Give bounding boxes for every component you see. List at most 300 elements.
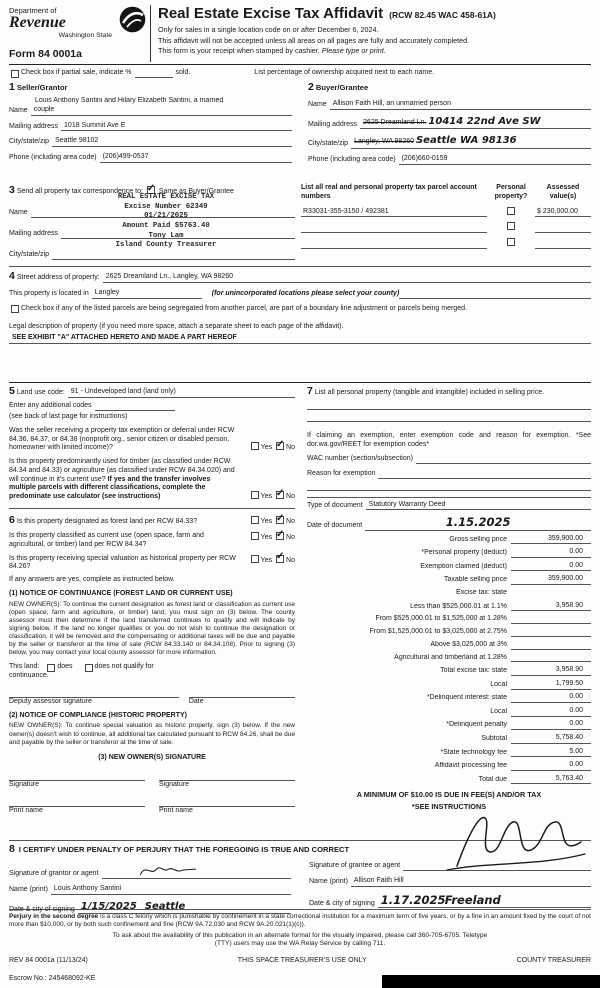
wac-number-row	[307, 455, 591, 464]
tax-row	[307, 734, 591, 744]
tax-row-value: 5.00	[511, 748, 591, 758]
s5-q1-no-label: No	[286, 444, 295, 452]
notice-3-title: (3) NEW OWNER(S) SIGNATURE	[98, 753, 206, 761]
s6-q1-yes-label: Yes	[260, 518, 273, 526]
s6-q2-yesno	[249, 528, 295, 543]
grantor-signature-row	[9, 862, 291, 879]
tax-row	[307, 602, 591, 612]
s5-question-2	[9, 458, 295, 502]
grantor-date-row	[9, 901, 291, 915]
tax-row-label: Total excise tax: state	[440, 667, 507, 675]
personal-property-line-1	[307, 398, 591, 410]
legal-description-label: Legal description of property (if you need more space, attach a separate sheet to each page of the affidavit).	[9, 322, 344, 330]
reason-exemption-row	[307, 470, 591, 479]
grantor-city-field: Seattle	[142, 901, 291, 915]
tax-row	[307, 548, 591, 558]
tax-row-value	[511, 615, 591, 624]
tax-row-value	[511, 653, 591, 662]
grantor-signature-label: Signature of grantor or agent	[9, 870, 99, 878]
tax-row-value: 0.00	[511, 562, 591, 572]
parcel-row-2	[301, 222, 591, 233]
grantor-name-field: Louis Anthony Santini	[51, 885, 291, 895]
certify-text: I CERTIFY UNDER PENALTY OF PERJURY THAT THE FOREGOING IS TRUE AND CORRECT	[18, 845, 350, 854]
tax-row	[307, 562, 591, 572]
tax-row	[307, 575, 591, 585]
land-does-checkbox[interactable]	[47, 664, 55, 672]
section-1-title: Seller/Grantor	[16, 83, 68, 92]
section-3-number: 3	[9, 184, 15, 196]
tax-row-label: Gross selling price	[449, 535, 507, 543]
personal-property-cell	[491, 207, 531, 218]
assessed-value-field: $ 230,000.00	[535, 208, 591, 218]
grantee-signature-scribble	[439, 808, 589, 872]
perjury-rest: is a class C felony which is punishable by confinement in a state correctional institution for a maximum term of five years, or by a fine in an amount fixed by the court of not more than $10,000, or by both such confinement and fine (RCW 9A.72.030 and RCW 9A.20.021(1)(c)).	[9, 913, 591, 929]
notice-2-title: (2) NOTICE OF COMPLIANCE (HISTORIC PROPERTY)	[9, 711, 187, 719]
section-1-seller	[9, 81, 292, 182]
buyer-phone-label: Phone (including area code)	[308, 155, 396, 163]
located-in-label: This property is located in	[9, 290, 89, 298]
owner-signature-line-1	[9, 772, 145, 781]
land-does-not-checkbox[interactable]	[85, 664, 93, 672]
partial-sale-row	[9, 67, 591, 80]
header	[9, 5, 591, 62]
deputy-assessor-row	[9, 689, 295, 707]
check-mark: ✓	[276, 512, 285, 524]
continuance-label: continuance.	[9, 672, 49, 680]
owner-printname-label-2: Print name	[159, 807, 193, 815]
section-3-intro: Send all property tax correspondence to:	[16, 188, 143, 195]
seller-name-row	[9, 106, 292, 116]
grantee-signature-block	[309, 856, 591, 914]
grantee-date-label: Date & city of signing	[309, 899, 375, 907]
check-mark: ✓	[276, 438, 285, 450]
tax-row-value	[511, 641, 591, 650]
tax-row-value: 5,758.40	[511, 734, 591, 744]
divider	[9, 266, 591, 267]
stamp-line-4: Amount Paid $5763.40	[122, 221, 210, 230]
section-2-number: 2	[308, 81, 314, 93]
unincorporated-county-note: (for unincorporated locations please select your county)	[211, 290, 400, 298]
additional-codes-field	[95, 402, 175, 411]
section-7	[307, 385, 591, 838]
tax-row	[307, 641, 591, 650]
corr-city-field	[52, 251, 295, 260]
section-2-header	[308, 81, 591, 94]
s5-q2-no-checkbox[interactable]	[276, 487, 285, 499]
grantee-date-row	[309, 893, 591, 908]
assessed-value-field-3	[535, 240, 591, 249]
s5-q1-yesno	[249, 438, 295, 453]
scan-artifact-bar	[382, 975, 600, 988]
doc-type-row	[307, 501, 591, 511]
deputy-date-line	[189, 689, 295, 698]
header-note-2: This affidavit will not be accepted unless all areas on all pages are fully and accurately completed.	[158, 35, 470, 45]
s6-q1-no-checkbox[interactable]	[276, 512, 285, 524]
land-does-label: does	[57, 663, 73, 671]
parcel-number-field-3	[301, 240, 487, 249]
tax-row	[307, 680, 591, 690]
s6-question-2	[9, 528, 295, 550]
owner-signature-label-1: Signature	[9, 780, 39, 788]
new-owner-signature-row	[9, 772, 295, 790]
corr-mailing-label: Mailing address	[9, 230, 59, 238]
footer	[9, 913, 591, 984]
tax-row-label: Excise tax: state	[456, 588, 507, 596]
tax-row-label: *Delinquent penalty	[446, 721, 507, 729]
tax-row	[307, 666, 591, 676]
seller-mailing-row	[9, 122, 292, 132]
seller-mailing-label: Mailing address	[9, 122, 59, 130]
s5-q2-bold-text: If yes and the transfer involves multiple parcels with different classifications, complete the predominate use calculator (see instructions)	[9, 475, 211, 501]
segregated-label: Check box if any of the listed parcels are being segregated from another parcel, are part of a boundary line adjustment or parcels being merged.	[21, 304, 467, 312]
legal-description-row	[9, 334, 591, 344]
additional-codes-note: (see back of last page for instructions)	[9, 413, 128, 421]
tax-row-label: Less than $525,000.01 at 1.1%	[410, 602, 507, 610]
footer-row	[9, 957, 591, 966]
reason-exemption-label: Reason for exemption	[307, 469, 376, 477]
this-land-row	[9, 663, 295, 672]
s6-q2-text: Is this property classified as current use (open space, farm and agricultural, or timber) land per RCW 84.34?	[9, 532, 204, 548]
wac-number-label: WAC number (section/subsection)	[307, 454, 413, 462]
parcel-row-3	[301, 238, 591, 249]
located-in-trailing-line	[399, 290, 591, 299]
buyer-city-handwritten-value: Seattle WA 98136	[415, 135, 517, 147]
tax-row-label: Local	[490, 707, 507, 715]
seller-city-row	[9, 137, 292, 147]
parcel-row-1	[301, 207, 591, 218]
header-note-1: Only for sales in a single location code on or after December 6, 2024.	[158, 25, 379, 35]
dept-of-text: Department of	[9, 6, 57, 15]
lower-columns	[9, 385, 591, 838]
tax-row-label: *Personal property (deduct)	[421, 549, 507, 557]
buyer-phone-field: (206)660-0159	[399, 155, 591, 165]
brand-words	[9, 6, 116, 41]
section-4-number: 4	[9, 270, 15, 282]
tax-row	[307, 653, 591, 662]
section-2-buyer	[308, 81, 591, 182]
buyer-name-field: Allison Faith Hill, an unmarried person	[330, 100, 591, 110]
tax-row	[307, 761, 591, 771]
title-rcw: (RCW 82.45 WAC 458-61A)	[389, 10, 496, 20]
title-row	[158, 5, 591, 24]
divider	[9, 508, 295, 509]
check-mark: ✓	[276, 487, 285, 499]
seller-phone-label: Phone (including area code)	[9, 154, 97, 162]
tax-row-value: 0.00	[511, 720, 591, 730]
parcel-table	[301, 184, 591, 264]
s5-q2-yes-label: Yes	[260, 493, 273, 501]
owner-printname-line-2	[159, 798, 295, 807]
new-owner-printname-row	[9, 798, 295, 816]
buyer-name-row	[308, 100, 591, 110]
header-note-3-plain: This form is your receipt when stamped by cashier.	[158, 46, 322, 56]
stamp-line-2: Excise Number 62349	[124, 202, 208, 211]
form-number: Form 84 0001a	[9, 47, 82, 60]
this-land-label: This land:	[9, 663, 40, 671]
left-column	[9, 385, 295, 838]
s6-q2-yes-checkbox[interactable]	[251, 532, 259, 540]
street-address-field: 2625 Dreamland Ln., Langley, WA 98260	[103, 273, 591, 283]
ownership-percentage-note: List percentage of ownership acquired next to each name.	[254, 69, 435, 77]
tax-row-value	[511, 589, 591, 598]
tax-computation-table	[307, 535, 591, 785]
s5-q1-yes-label: Yes	[260, 444, 273, 452]
corr-city-row	[9, 251, 295, 260]
section-4	[9, 270, 591, 380]
s6-q2-no-label: No	[286, 534, 295, 541]
tax-row-label: Affidavit processing fee	[434, 762, 507, 770]
owner-printname-cell-1	[9, 798, 145, 816]
s6-q1-text: Is this property designated as forest land per RCW 84.33?	[16, 517, 197, 525]
parcel-number-field-2	[301, 224, 487, 233]
s5-question-1	[9, 427, 295, 453]
s5-q1-yes-checkbox[interactable]	[251, 442, 259, 450]
check-mark: ✓	[276, 551, 285, 562]
seller-city-label: City/state/zip	[9, 138, 50, 146]
tax-row-label: Above $3,025,000 at 3%	[430, 640, 507, 648]
tax-row-value: 359,900.00	[511, 575, 591, 585]
tax-row-value: 5,763.40	[511, 775, 591, 785]
personal-property-checkbox-2[interactable]	[507, 222, 515, 230]
title-block	[151, 5, 591, 62]
tax-row-value: 0.00	[511, 761, 591, 771]
s6-question-3	[9, 551, 295, 573]
notice-1-title: (1) NOTICE OF CONTINUANCE (FOREST LAND OR CURRENT USE)	[9, 589, 233, 597]
section-8	[9, 843, 591, 913]
tax-row	[307, 720, 591, 730]
land-does-not-label: does not qualify for	[94, 663, 154, 671]
additional-codes-label: Enter any additional codes	[9, 402, 92, 410]
s6-q3-text: Is this property receiving special valuation as historical property per RCW 84.26?	[9, 554, 236, 571]
dor-brand	[9, 5, 151, 62]
assessed-value-header: Assessed value(s)	[546, 184, 580, 200]
signature-columns	[9, 856, 591, 914]
personal-property-cell-2	[491, 222, 531, 233]
deputy-date-label: Date	[188, 697, 204, 705]
s5-q1-no-checkbox[interactable]	[276, 438, 285, 450]
parcel-table-header	[301, 184, 591, 202]
section-2-title: Buyer/Grantee	[315, 83, 369, 92]
section-1-number: 1	[9, 81, 15, 93]
grantee-date-field: 1.17.2025	[378, 893, 442, 908]
alt-format-line-1: To ask about the availability of this publication in an alternate format for the visually impaired, please call 360-705-6705. Teletype	[112, 932, 488, 940]
personal-property-checkbox-1[interactable]	[507, 207, 515, 215]
buyer-mailing-handwritten-value: 10414 22nd Ave SW	[428, 115, 541, 127]
doc-date-field: 1.15.2025	[365, 515, 591, 530]
s5-q2-yesno	[249, 487, 295, 502]
deputy-signature-label: Deputy assessor signature	[9, 697, 92, 705]
grantor-date-field: 1/15/2025	[78, 901, 142, 915]
section-1-header	[9, 81, 292, 94]
partial-sale-percent-field	[135, 70, 173, 78]
s6-q3-no-label: No	[286, 556, 295, 564]
s6-q3-yes-label: Yes	[260, 556, 273, 564]
rev-number: REV 84 0001a (11/13/24)	[9, 956, 88, 964]
perjury-bold-leadin: Perjury in the second degree	[9, 913, 99, 920]
grantor-signature-block	[9, 856, 291, 914]
land-use-field: 91 - Undeveloped land (land only)	[68, 388, 295, 398]
section-7-intro: List all personal property (tangible and intangible) included in selling price.	[314, 389, 545, 396]
tax-row-label: Exemption claimed (deduct)	[420, 562, 507, 570]
tax-row-value: 3,958.90	[511, 602, 591, 612]
doc-date-row	[307, 515, 591, 530]
same-as-buyer-label: Same as Buyer/Grantee	[158, 188, 234, 195]
owner-signature-line-2	[159, 772, 295, 781]
buyer-city-row	[308, 135, 591, 149]
section-7-intro-row	[307, 385, 591, 398]
stamp-line-3: 01/21/2025	[144, 212, 188, 221]
minimum-due-note: A MINIMUM OF $10.00 IS DUE IN FEE(S) AND/OR TAX	[356, 790, 542, 800]
seller-city-field: Seattle 98102	[52, 137, 292, 147]
segregated-row	[9, 305, 591, 314]
s5-q2-no-label: No	[286, 493, 295, 501]
grantor-name-row	[9, 885, 291, 895]
section-7-number: 7	[307, 385, 313, 397]
seller-phone-row	[9, 153, 292, 163]
tax-row	[307, 589, 591, 598]
buyer-city-struck-value: Langley, WA 98260	[354, 138, 415, 146]
grantee-name-field: Allison Faith Hill	[351, 877, 591, 887]
deputy-signature-line	[9, 689, 179, 698]
dor-logo-icon	[119, 6, 146, 33]
tax-row	[307, 535, 591, 545]
tax-row-label: From $1,525,000.01 to $3,025,000 at 2.75%	[369, 628, 507, 636]
buyer-mailing-row	[308, 116, 591, 130]
segregated-checkbox[interactable]	[11, 305, 19, 313]
section-5-number: 5	[9, 385, 15, 397]
s5-q2-yes-checkbox[interactable]	[251, 491, 259, 499]
tax-row-value: 3,958.90	[511, 666, 591, 676]
doc-date-label: Date of document	[307, 522, 363, 529]
notice-2-body: NEW OWNER(S): To continue special valuation as historic property, sign (3) below. If the new owner(s) doesn't wish to continue, all additional tax calculated pursuant to RCW 84.26, shall be due and payable by the seller or transferor at the time of sale.	[9, 722, 295, 746]
divider	[9, 382, 591, 383]
grantor-signature-scribble	[133, 862, 203, 878]
tax-row	[307, 615, 591, 624]
section-6-number: 6	[9, 513, 15, 526]
assessed-value-field-2	[535, 224, 591, 233]
land-use-row	[9, 385, 295, 398]
s6-q2-yes-label: Yes	[260, 534, 273, 541]
seller-name-label: Name	[9, 106, 28, 114]
section-3	[9, 184, 591, 264]
s6-q1-yes-checkbox[interactable]	[251, 516, 259, 524]
buyer-mailing-struck-value: 2625 Dreamland Ln.	[363, 118, 427, 126]
tax-row-value: 0.00	[511, 693, 591, 703]
header-note-3	[158, 46, 591, 55]
seller-name-line1: Louis Anthony Santini and Hilary Elizabeth Santini, a married	[35, 97, 224, 105]
s6-q1-no-label: No	[286, 518, 295, 526]
located-in-field: Langley	[92, 289, 202, 299]
alt-format-line-2: (TTY) users may use the WA Relay Service by calling 711.	[214, 940, 386, 948]
tax-row	[307, 628, 591, 637]
grantee-name-row	[309, 877, 591, 887]
tax-row-label: *State technology fee	[440, 748, 507, 756]
header-note-3-italic: Please type or print.	[321, 46, 386, 56]
buyer-mailing-field	[360, 116, 591, 130]
s5-q2-text: Is this property predominantly used for timber (as classified under RCW 84.34 and 84.33) or agriculture (as classified under RCW 84.34.020) and will continue in it's current use?	[9, 458, 235, 483]
parcel-numbers-header: List all real and personal property tax parcel account numbers	[301, 184, 477, 200]
tax-row-label: Taxable selling price	[443, 576, 507, 584]
washington-state-text: Washington State	[58, 32, 112, 40]
partial-sale-sold-label: sold.	[175, 69, 191, 77]
personal-property-line-2	[307, 410, 591, 422]
located-in-row	[9, 289, 591, 299]
personal-property-header: Personal property?	[494, 184, 528, 200]
buyer-city-field	[351, 135, 591, 149]
additional-codes-row	[9, 402, 295, 411]
stamp-line-1: REAL ESTATE EXCISE TAX	[117, 193, 215, 201]
stamp-line-6: Island County Treasurer	[115, 241, 217, 250]
buyer-mailing-label: Mailing address	[308, 120, 358, 128]
partial-sale-checkbox[interactable]	[11, 70, 19, 78]
see-instructions-note: *SEE INSTRUCTIONS	[411, 801, 487, 811]
personal-property-checkbox-3[interactable]	[507, 238, 515, 246]
section-3-left	[9, 184, 301, 264]
partial-sale-label: Check box if partial sale, indicate %	[21, 69, 132, 77]
owner-printname-cell-2	[159, 798, 295, 816]
tax-row-label: From $525,000.01 to $1,525,000 at 1.28%	[375, 615, 507, 623]
grantee-city-field: Freeland	[442, 893, 591, 908]
s6-q3-yes-checkbox[interactable]	[251, 555, 259, 563]
s6-q1-yesno	[249, 512, 295, 527]
section-8-number: 8	[9, 843, 15, 855]
tax-row-label: Agricultural and timberland at 1.28%	[394, 653, 507, 661]
treasurer-space-label: THIS SPACE TREASURER'S USE ONLY	[237, 956, 367, 964]
grantor-date-label: Date & city of signing	[9, 905, 75, 913]
street-address-row	[9, 270, 591, 283]
buyer-name-label: Name	[308, 101, 327, 109]
revenue-wordmark: Revenue	[9, 14, 66, 32]
tax-row-value: 1,799.50	[511, 680, 591, 690]
divider	[9, 64, 591, 65]
county-treasurer-label: COUNTY TREASURER	[516, 956, 591, 964]
deputy-signature-cell	[9, 689, 179, 707]
tax-row	[307, 775, 591, 785]
check-mark: ✓	[276, 528, 285, 540]
notice-1-body: NEW OWNER(S): To continue the current designation as forest land or classification as current use (open space, farm and agriculture, or timber) land, you must sign on (3) below. The county assessor must then determine if the land transferred continues to qualify and will indicate by signing below. If the land no longer qualifies or you do not wish to continue the designation or classification, it will be removed and the compensating or additional taxes will be due and payable by the seller or transferor at the time of sale (RCW 84.33.140 or 84.34.108). Prior to signing (3) below, you may contact your local county assessor for more information.	[9, 600, 295, 657]
tax-row-label: Subtotal	[481, 735, 507, 742]
owner-printname-line-1	[9, 798, 145, 807]
seller-mailing-field: 1018 Summit Ave E	[61, 122, 292, 132]
tax-row	[307, 693, 591, 703]
tax-row-value: 359,900.00	[511, 535, 591, 545]
grantor-name-label: Name (print)	[9, 886, 48, 894]
s6-q2-no-checkbox[interactable]	[276, 528, 285, 540]
exemption-note: If claiming an exemption, enter exemption code and reason for exemption. *See dor.wa.gov/REET for exemption codes*	[307, 432, 591, 448]
doc-type-label: Type of document	[307, 501, 363, 509]
page-title: Real Estate Excise Tax Affidavit	[158, 5, 384, 22]
legal-description-field: SEE EXHIBIT "A" ATTACHED HERETO AND MADE A PART HEREOF	[9, 334, 591, 344]
reason-exemption-field	[378, 470, 591, 479]
check-mark: ✓	[146, 182, 156, 194]
buyer-city-label: City/state/zip	[308, 140, 349, 148]
wac-number-field	[416, 455, 591, 464]
s5-q1-text: Was the seller receiving a property tax exemption or deferral under RCW 84.36, 84.37, or 84.38 (nonprofit org., senior citizen or disabled person, homeowner with limited income)?	[9, 426, 235, 452]
grantee-name-label: Name (print)	[309, 878, 348, 886]
seller-name-field: couple	[31, 106, 292, 116]
parcel-number-field: R33031-355-3150 / 492381	[301, 208, 487, 218]
if-yes-note: If any answers are yes, complete as instructed below.	[9, 576, 175, 583]
deputy-date-cell	[189, 689, 295, 707]
s6-q3-no-checkbox[interactable]	[276, 551, 285, 563]
grantor-signature-field[interactable]	[102, 862, 291, 879]
divider	[307, 497, 591, 498]
owner-printname-label-1: Print name	[9, 807, 43, 815]
corr-name-label: Name	[9, 209, 28, 217]
tax-row-label: Total due	[478, 775, 507, 783]
reason-exemption-extra-line	[307, 479, 591, 491]
s6-q3-yesno	[249, 551, 295, 566]
